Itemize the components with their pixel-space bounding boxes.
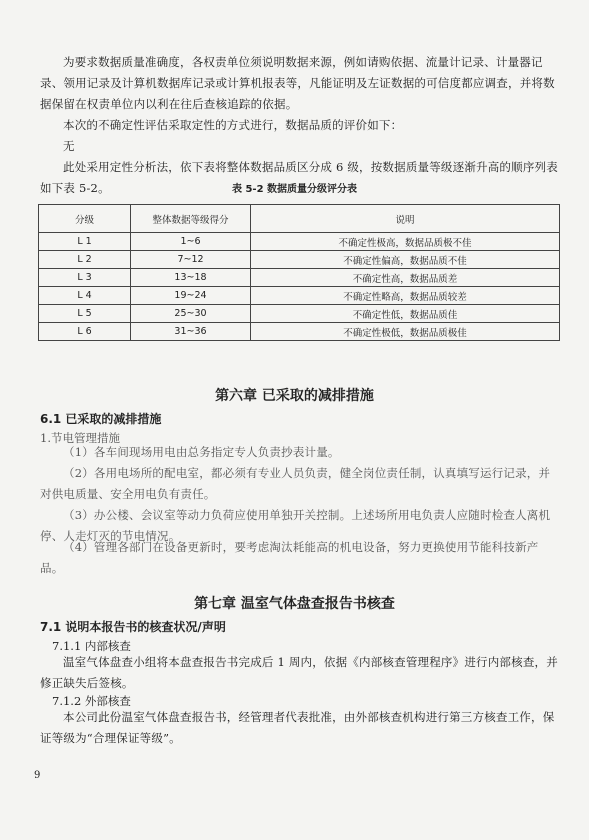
intro-none-label: 无 bbox=[63, 139, 75, 153]
score-cell: 25~30 bbox=[131, 305, 251, 323]
description-cell: 不确定性低，数据品质佳 bbox=[251, 305, 560, 323]
score-cell: 31~36 bbox=[131, 323, 251, 341]
grade-cell: L 2 bbox=[39, 251, 131, 269]
section-6-1-title: 6.1 已采取的减排措施 bbox=[40, 412, 162, 426]
internal-review-text: 温室气体盘查小组将本盘查报告书完成后 1 周内，依据《内部核查管理程序》进行内部核查，并修正缺失后签核。 bbox=[40, 655, 558, 690]
description-cell: 不确定性偏高，数据品质不佳 bbox=[251, 251, 560, 269]
subsection-7-1-2-title: 7.1.2 外部核查 bbox=[52, 694, 131, 708]
external-review-text: 本公司此份温室气体盘查报告书，经管理者代表批准，由外部核查机构进行第三方核查工作，保证等级为“合理保证等级”。 bbox=[40, 710, 555, 745]
measure-item-2: （2）各用电场所的配电室，都必须有专业人员负责，健全岗位责任制，认真填写运行记录，并对供电质量、安全用电负有责任。 bbox=[40, 466, 551, 501]
chapter-7-title: 第七章 温室气体盘查报告书核查 bbox=[194, 596, 395, 612]
table-row bbox=[39, 305, 560, 323]
table-row bbox=[39, 251, 560, 269]
subsection-7-1-1-title: 7.1.1 内部核查 bbox=[52, 639, 131, 653]
table-header-cell: 整体数据等级得分 bbox=[131, 205, 251, 233]
page-number: 9 bbox=[34, 770, 41, 781]
table-row bbox=[39, 269, 560, 287]
grade-cell: L 1 bbox=[39, 233, 131, 251]
grade-cell: L 3 bbox=[39, 269, 131, 287]
intro-paragraph-1: 为要求数据质量准确度，各权责单位须说明数据来源，例如请购依据、流量计记录、计量器记录、领用记录及计算机数据库记录或计算机报表等，凡能证明及左证数据的可信度都应调查，并将数据保留在权责单位内以利在往后查核追踪的依据。 bbox=[40, 55, 555, 111]
measure-item-1: （1）各车间现场用电由总务指定专人负责抄表计量。 bbox=[63, 445, 340, 459]
description-cell: 不确定性略高，数据品质较差 bbox=[251, 287, 560, 305]
energy-measures-title: 1.节电管理措施 bbox=[40, 431, 120, 445]
table-row bbox=[39, 323, 560, 341]
intro-paragraph-2: 本次的不确定性评估采取定性的方式进行，数据品质的评价如下： bbox=[63, 118, 403, 132]
description-cell: 不确定性高，数据品质差 bbox=[251, 269, 560, 287]
intro-paragraph-3: 此处采用定性分析法，依下表将整体数据品质区分成 6 级，按数据质量等级逐渐升高的顺序列表如下表 5-2。 bbox=[40, 160, 558, 195]
score-cell: 13~18 bbox=[131, 269, 251, 287]
score-cell: 7~12 bbox=[131, 251, 251, 269]
table-header-cell: 分级 bbox=[39, 205, 131, 233]
description-cell: 不确定性极高，数据品质极不佳 bbox=[251, 233, 560, 251]
grade-cell: L 4 bbox=[39, 287, 131, 305]
data-quality-table bbox=[38, 204, 560, 341]
table-header-row bbox=[39, 205, 560, 233]
grade-cell: L 6 bbox=[39, 323, 131, 341]
description-cell: 不确定性极低，数据品质极佳 bbox=[251, 323, 560, 341]
table-row bbox=[39, 233, 560, 251]
chapter-6-title: 第六章 已采取的减排措施 bbox=[215, 388, 374, 404]
table-caption: 表 5-2 数据质量分级评分表 bbox=[231, 184, 358, 195]
table-row bbox=[39, 287, 560, 305]
measure-item-3: （3）办公楼、会议室等动力负荷应使用单独开关控制。上述场所用电负责人应随时检查人离机停、人走灯灭的节电情况。 bbox=[40, 508, 551, 543]
table-header-cell: 说明 bbox=[251, 205, 560, 233]
score-cell: 19~24 bbox=[131, 287, 251, 305]
score-cell: 1~6 bbox=[131, 233, 251, 251]
grade-cell: L 5 bbox=[39, 305, 131, 323]
section-7-1-title: 7.1 说明本报告书的核查状况/声明 bbox=[40, 620, 226, 634]
measure-item-4: （4）管理各部门在设备更新时，要考虑淘汰耗能高的机电设备，努力更换使用节能科技新产品。 bbox=[40, 540, 539, 575]
